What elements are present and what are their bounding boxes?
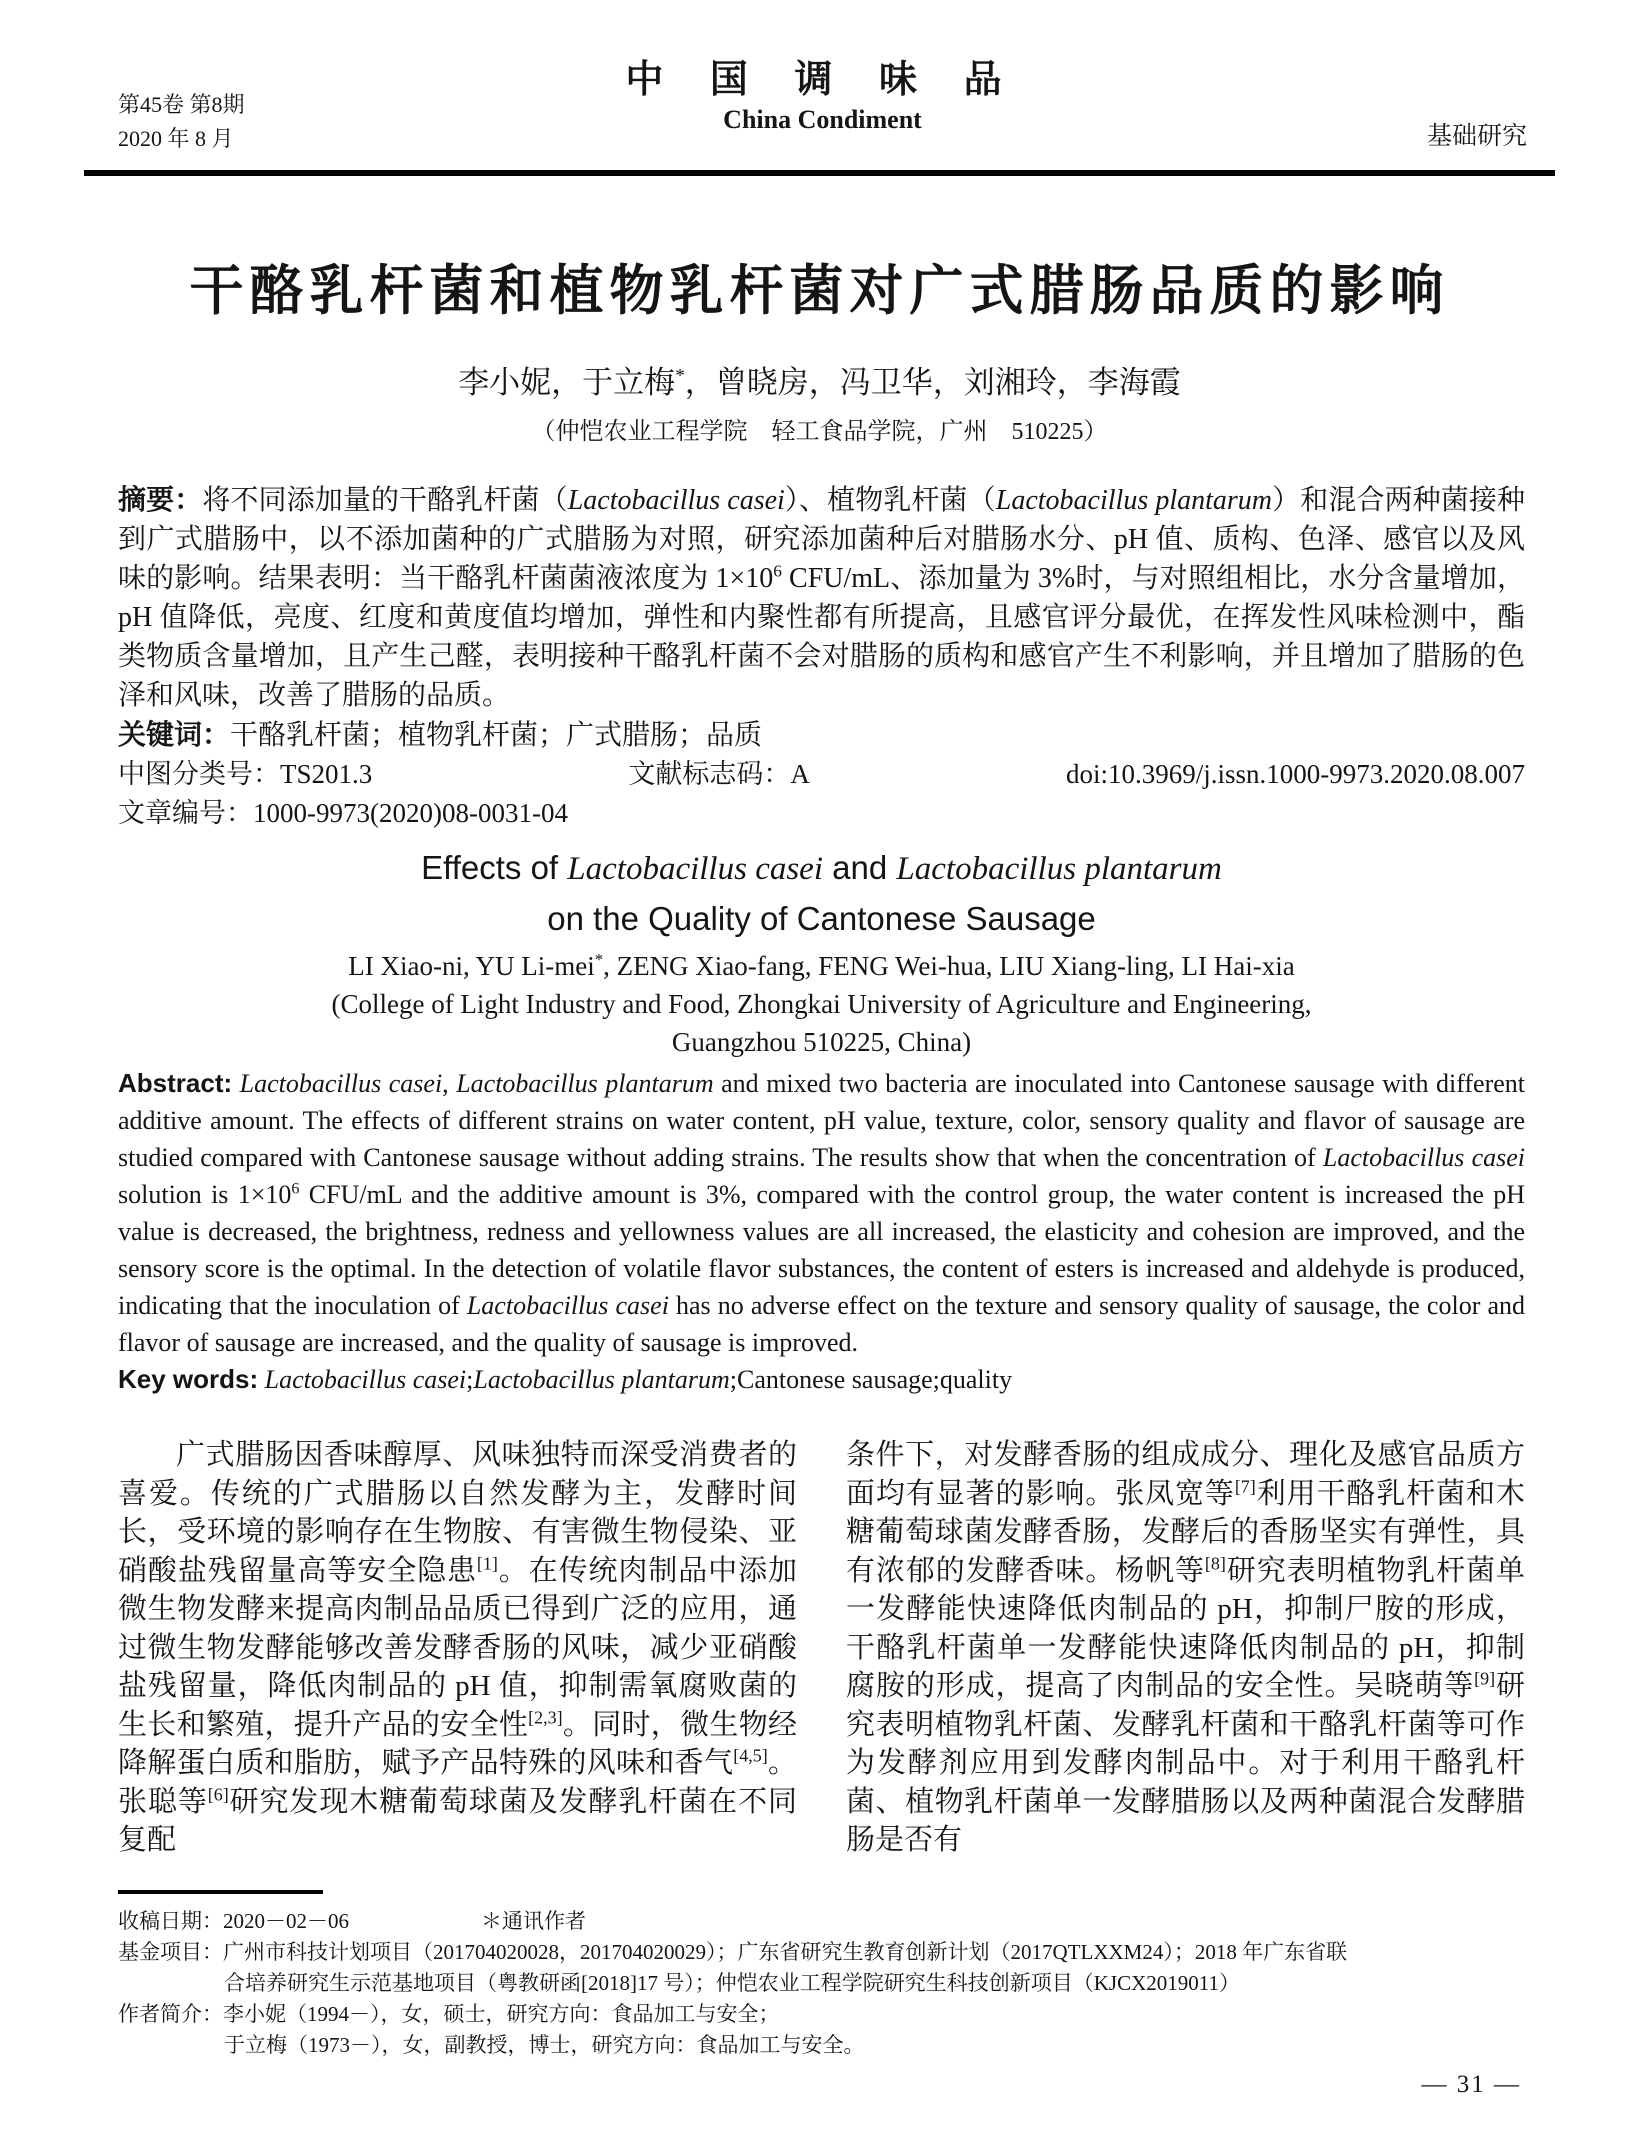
page-header [118,58,1527,156]
abstract-cn-label: 摘要： [118,484,203,515]
document-code: 文献标志码：A [628,759,810,789]
body-text: 。同时，微生物经降解蛋白质和脂肪，赋予产品特殊的风味和香气 [118,1708,797,1779]
footnote-lines [118,1906,1525,2061]
article-title-en-line1 [118,843,1525,894]
body-text: 。在传统肉制品中添加微生物发酵来提高肉制品品质已得到广泛的应用，通过微生物发酵能够改善发酵香肠的风味，减少亚硝酸盐残留量，降低肉制品的 pH 值，抑制需氧腐败菌的生长和繁殖，提升产品的安全性 [118,1554,797,1741]
clc-number: 中图分类号：TS201.3 [118,759,373,789]
front-matter [118,480,1525,2061]
authors-en-part2: , ZENG Xiao-fang, FENG Wei-hua, LIU Xiang-ling, LI Hai-xia [603,951,1295,981]
keywords-cn-label: 关键词： [118,719,231,750]
body-columns [118,1436,1525,1860]
received-date: 收稿日期：2020－02－06 [118,1908,349,1933]
species-name: Lactobacillus casei [264,1365,467,1394]
keywords-cn [118,715,1525,755]
body-text: 研究表明植物乳杆菌、发酵乳杆菌和干酪乳杆菌等可作为发酵剂应用到发酵肉制品中。对于利用干酪乳杆菌、植物乳杆菌单一发酵腊肠以及两种菌混合发酵腊肠是否有 [846,1670,1525,1856]
exponent: 6 [773,561,782,581]
abstract-en-text: CFU/mL and the additive amount is 3%, compared with the control group, the water content is increased the pH value is decreased, the brightness, redness and yellowness values are all increased, the elasticity and cohesion are improved, and the sensory score is the optimal. In the detection of volatile flavor substances, the content of esters is increased and aldehyde is produced, indicating that the inoculation of [118,1180,1526,1320]
species-name: Lactobacillus plantarum [456,1069,714,1098]
abstract-cn-text: CFU/mL、添加量为 3%时，与对照组相比，水分含量增加，pH 值降低，亮度、红度和黄度值均增加，弹性和内聚性都有所提高，且感官评分最优，在挥发性风味检测中，酯类物质含量增加，且产生己醛，表明接种干酪乳杆菌不会对腊肠的质构和感官产生不利影响，并且增加了腊肠的色泽和风味，改善了腊肠的品质。 [118,563,1525,711]
keywords-en-label: Key words: [118,1364,259,1394]
column-name: 基础研究 [1426,123,1527,150]
title-en-text: and [823,849,897,886]
species-name: Lactobacillus casei [1322,1143,1525,1172]
species-name: Lactobacillus casei [567,851,823,887]
footnote-block [118,1890,1525,2061]
species-name: Lactobacillus plantarum [896,851,1222,887]
reference-mark: [4,5] [733,1745,768,1766]
abstract-cn-text: ）和混合两种菌接种到广式腊肠中，以不添加菌种的广式腊肠为对照，研究添加菌种后对腊肠水分、pH 值、质构、色泽、感官以及风味的影响。结果表明：当干酪乳杆菌菌液浓度为 1×10 [118,485,1525,594]
reference-mark: [7] [1234,1475,1256,1496]
body-text: 利用干酪乳杆菌和木糖葡萄球菌发酵香肠，发酵后的香肠坚实有弹性，具有浓郁的发酵香味。杨帆等 [846,1477,1525,1587]
abstract-en-label: Abstract: [118,1068,233,1098]
footnote-divider [118,1890,323,1894]
issue-info [118,58,358,156]
header-divider [84,170,1555,176]
corresponding-author-mark: * [594,950,604,969]
reference-mark: [8] [1204,1552,1226,1573]
body-text: 广式腊肠因香味醇厚、风味独特而深受消费者的喜爱。传统的广式腊肠以自然发酵为主，发酵时间长，受环境的影响存在生物胺、有害微生物侵染、亚硝酸盐残留量高等安全隐患 [118,1439,797,1587]
footnote-fund-line2: 合培养研究生示范基地项目（粤教研函[2018]17 号）；仲恺农业工程学院研究生科技创新项目（KJCX2019011） [224,1970,1240,1995]
journal-title-cn: 中 国 调 味 品 [625,59,1020,101]
footnote-received [118,1906,1525,1937]
section-label [1287,58,1527,156]
affiliation-cn: （仲恺农业工程学院 轻工食品学院，广州 510225） [531,419,1108,445]
journal-masthead [358,58,1287,156]
body-column-right [846,1436,1525,1860]
article-title-en-line2: on the Quality of Cantonese Sausage [547,900,1096,937]
meta-row [118,755,1525,794]
abstract-en-text: has no adverse effect on the texture and sensory quality of sausage, the color and flavor of sausage are increased, and the quality of sausage is improved. [118,1291,1525,1357]
abstract-en-text: , [442,1069,457,1098]
authors-en [118,947,1525,985]
authors-cn [0,364,1639,402]
body-text: 研究发现木糖葡萄球菌及发酵乳杆菌在不同复配 [118,1785,797,1856]
article-title-cn: 干酪乳杆菌和植物乳杆菌对广式腊肠品质的影响 [189,261,1450,321]
journal-title-en: China Condiment [723,105,922,134]
page-number: — 31 — [1421,2071,1521,2098]
authors-cn-part1: 李小妮，于立梅 [458,365,676,400]
title-en-text: Effects of [421,849,568,886]
authors-cn-part2: ，曾晓房，冯卫华，刘湘玲，李海霞 [684,365,1181,400]
species-name: Lactobacillus casei [466,1291,669,1320]
species-name: Lactobacillus plantarum [473,1365,730,1394]
footnote-bio-line2: 于立梅（1973－），女，副教授，博士，研究方向：食品加工与安全。 [224,2032,865,2057]
species-name: Lactobacillus casei [239,1069,443,1098]
volume-issue: 第45卷 第8期 [118,92,245,117]
reference-mark: [1] [476,1552,498,1573]
doi: doi:10.3969/j.issn.1000-9973.2020.08.007 [1065,759,1525,789]
reference-mark: [9] [1474,1668,1496,1689]
species-name: Lactobacillus plantarum [995,485,1273,516]
affiliation-en-line1: (College of Light Industry and Food, Zhongkai University of Agriculture and Engineering, [331,989,1312,1019]
affiliation-en-line2: Guangzhou 510225, China) [671,1027,972,1057]
body-text: 研究表明植物乳杆菌单一发酵能快速降低肉制品的 pH，抑制尸胺的形成，干酪乳杆菌单一发酵能快速降低肉制品的 pH，抑制腐胺的形成，提高了肉制品的安全性。吴晓萌等 [846,1554,1525,1702]
issue-date: 2020 年 8 月 [118,126,234,151]
keywords-en-text: ;Cantonese sausage;quality [729,1365,1013,1394]
keywords-cn-text: 干酪乳杆菌；植物乳杆菌；广式腊肠；品质 [230,720,763,751]
keywords-en-text: ; [466,1365,474,1394]
corresponding-author-note: ＊通讯作者 [481,1908,586,1933]
reference-mark: [2,3] [528,1706,563,1727]
article-id: 文章编号：1000-9973(2020)08-0031-04 [118,798,568,828]
abstract-en-text: solution is 1×10 [118,1180,292,1209]
abstract-cn [118,480,1525,715]
keywords-en [118,1361,1525,1398]
abstract-en-text: and mixed two bacteria are inoculated into Cantonese sausage with different additive amount. The effects of different strains on water content, pH value, texture, color, sensory quality and flavor of sausage are studied compared with Cantonese sausage without adding strains. The results show that when the concentration of [118,1069,1526,1172]
footnote-fund-line1: 基金项目：广州市科技计划项目（201704020028，201704020029）；广东省研究生教育创新计划（2017QTLXXM24）；2018 年广东省联 [118,1939,1348,1964]
abstract-cn-text: 将不同添加量的干酪乳杆菌（ [202,485,568,516]
body-text: 条件下，对发酵香肠的组成成分、理化及感官品质方面均有显著的影响。张凤宽等 [846,1439,1525,1510]
body-text: 。张聪等 [118,1747,797,1818]
reference-mark: [6] [207,1783,229,1804]
species-name: Lactobacillus casei [567,485,785,516]
corresponding-author-mark: * [675,365,685,387]
exponent: 6 [291,1180,300,1198]
footnote-bio-line1: 作者简介：李小妮（1994－），女，硕士，研究方向：食品加工与安全； [118,2001,780,2026]
abstract-cn-text: ）、植物乳杆菌（ [784,485,996,516]
authors-en-part1: LI Xiao-ni, YU Li-mei [348,951,595,981]
abstract-en-text [232,1069,240,1098]
body-column-left [118,1436,797,1860]
abstract-en [118,1065,1525,1361]
article-title-en [118,843,1525,943]
